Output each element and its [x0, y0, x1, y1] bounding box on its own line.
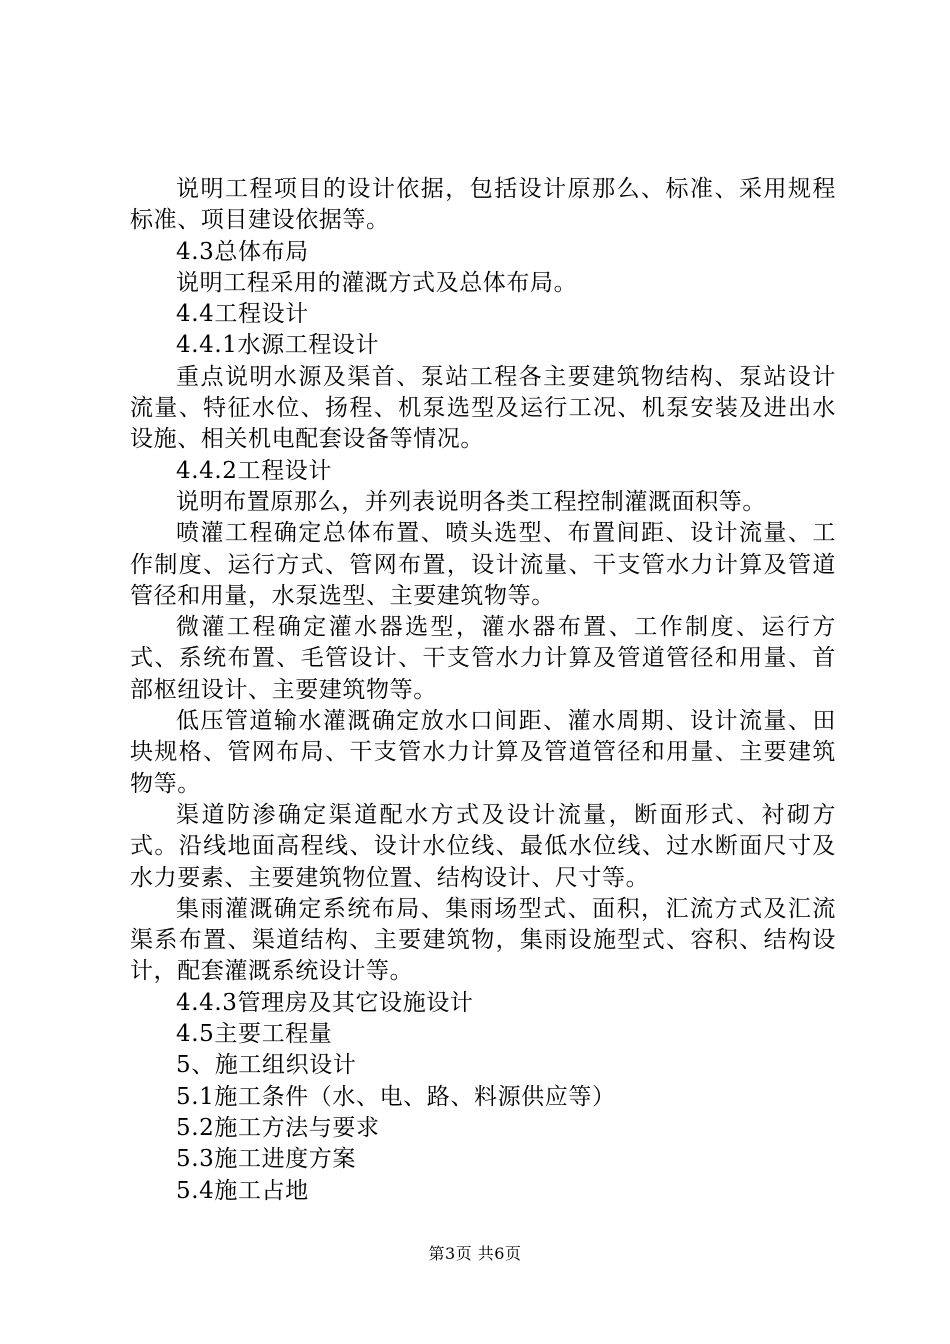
- heading-4-4-1: 4.4.1水源工程设计: [176, 332, 380, 359]
- paragraph-rainwater: 集雨灌溉确定系统布局、集雨场型式、面积，汇流方式及汇流渠系布置、渠道结构、主要建筑物，集雨设施型式、容积、结构设计，配套灌溉系统设计等。: [130, 895, 836, 985]
- heading-4-5: 4.5主要工程量: [176, 1021, 333, 1048]
- heading-4-4-2: 4.4.2工程设计: [176, 457, 332, 484]
- heading-4-3: 4.3总体布局: [176, 238, 309, 265]
- paragraph-micro-irrigation: 微灌工程确定灌水器选型，灌水器布置、工作制度、运行方式、系统布置、毛管设计、干支管水力计算及管道管径和用量、首部枢纽设计、主要建筑物等。: [130, 614, 836, 703]
- heading-5-2: 5.2施工方法与要求: [176, 1114, 380, 1141]
- document-body: [130, 174, 836, 1207]
- heading-5-4: 5.4施工占地: [176, 1177, 309, 1204]
- heading-5-1: 5.1施工条件（水、电、路、料源供应等）: [176, 1083, 616, 1110]
- page-footer: 第3页 共6页: [428, 1244, 522, 1263]
- paragraph-low-pressure-pipe: 低压管道输水灌溉确定放水口间距、灌水周期、设计流量、田块规格、管网布局、干支管水力计算及管道管径和用量、主要建筑物等。: [130, 708, 836, 797]
- heading-4-4: 4.4工程设计: [176, 301, 309, 328]
- heading-5-3: 5.3施工进度方案: [176, 1146, 356, 1173]
- paragraph-water-source: 重点说明水源及渠首、泵站工程各主要建筑物结构、泵站设计流量、特征水位、扬程、机泵选型及运行工况、机泵安装及进出水设施、相关机电配套设备等情况。: [130, 363, 836, 453]
- paragraph-canal-seepage: 渠道防渗确定渠道配水方式及设计流量，断面形式、衬砌方式。沿线地面高程线、设计水位线、最低水位线、过水断面尺寸及水力要素、主要建筑物位置、结构设计、尺寸等。: [130, 801, 836, 891]
- paragraph-layout: 说明工程采用的灌溉方式及总体布局。: [176, 269, 578, 296]
- paragraph-design-basis: 说明工程项目的设计依据，包括设计原那么、标准、采用规程标准、项目建设依据等。: [130, 176, 836, 234]
- heading-4-4-3: 4.4.3管理房及其它设施设计: [176, 989, 474, 1016]
- heading-5: 5、施工组织设计: [176, 1052, 357, 1079]
- paragraph-layout-principle: 说明布置原那么，并列表说明各类工程控制灌溉面积等。: [176, 488, 766, 515]
- paragraph-sprinkler: 喷灌工程确定总体布置、喷头选型、布置间距、设计流量、工作制度、运行方式、管网布置，设计流量、干支管水力计算及管道管径和用量，水泵选型、主要建筑物等。: [130, 520, 836, 609]
